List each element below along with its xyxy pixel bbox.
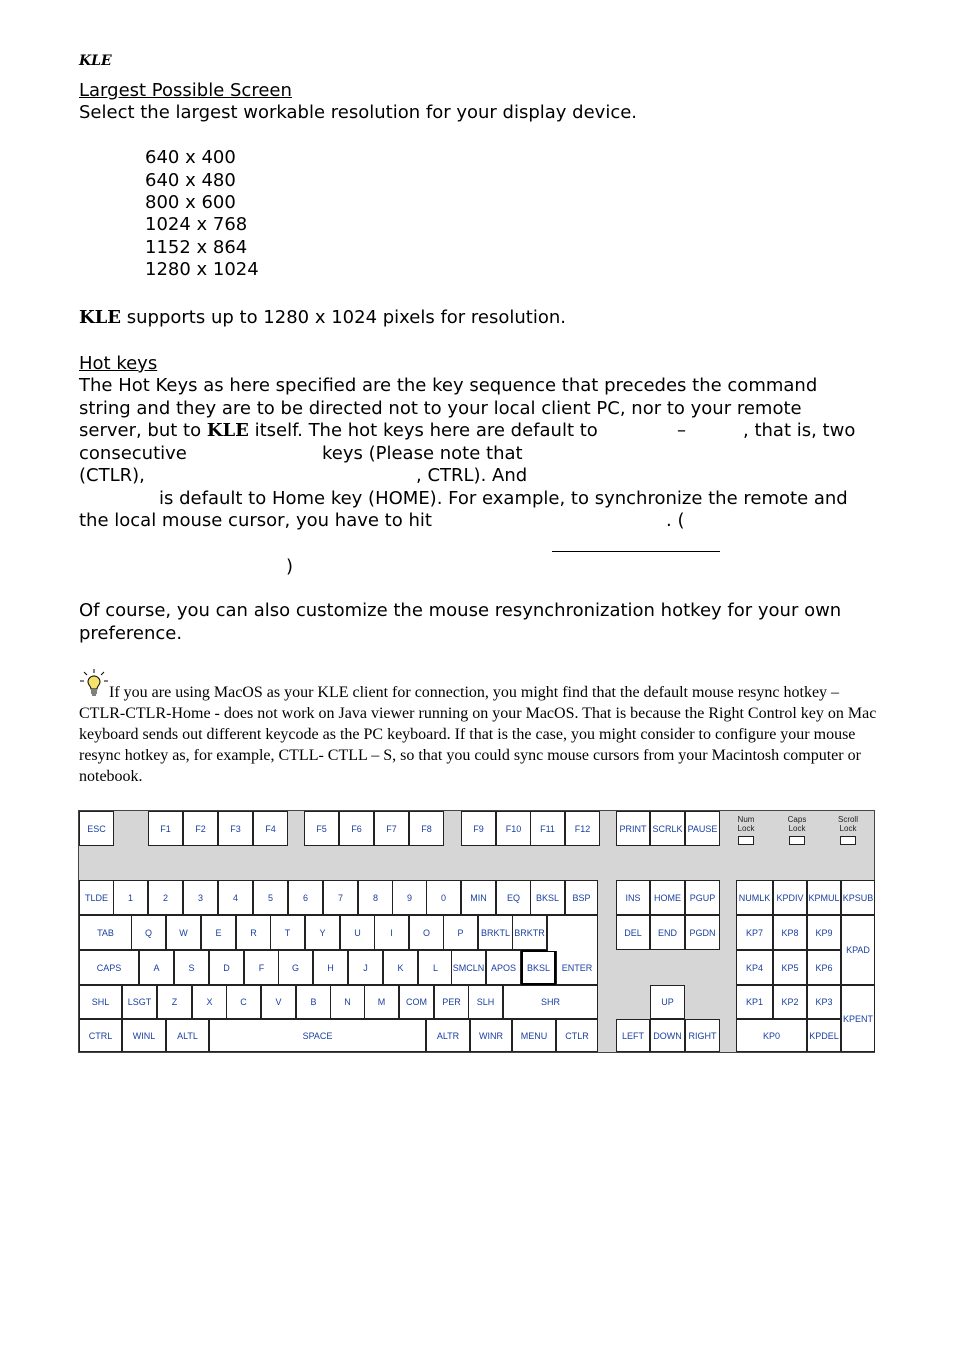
key-c[interactable]: C bbox=[226, 985, 261, 1019]
key-up[interactable]: UP bbox=[650, 985, 685, 1019]
key-pgup[interactable]: PGUP bbox=[685, 880, 720, 915]
key-f4[interactable]: F4 bbox=[253, 811, 288, 846]
key-kp4[interactable]: KP4 bbox=[736, 950, 773, 985]
key-f5[interactable]: F5 bbox=[304, 811, 339, 846]
keyboard-layout bbox=[78, 810, 875, 1053]
key-f9[interactable]: F9 bbox=[461, 811, 496, 846]
lock-indicator-label: Scroll Lock bbox=[837, 815, 858, 833]
key-esc[interactable]: ESC bbox=[79, 811, 114, 846]
key-bksl[interactable]: BKSL bbox=[530, 880, 565, 915]
key-t[interactable]: T bbox=[270, 915, 305, 950]
hotkeys-line: . ( bbox=[666, 510, 685, 531]
hotkey-dash: – bbox=[677, 420, 686, 441]
key-min[interactable]: MIN bbox=[461, 880, 496, 915]
key-f1[interactable]: F1 bbox=[148, 811, 183, 846]
key-winr[interactable]: WINR bbox=[470, 1019, 512, 1052]
key-p[interactable]: P bbox=[443, 915, 478, 950]
key-enter[interactable]: ENTER bbox=[556, 950, 598, 985]
key-1[interactable]: 1 bbox=[113, 880, 148, 915]
key-r[interactable]: R bbox=[236, 915, 271, 950]
key-print[interactable]: PRINT bbox=[616, 811, 650, 846]
hotkeys-line: the local mouse cursor, you have to hit bbox=[79, 510, 432, 531]
key-w[interactable]: W bbox=[166, 915, 201, 950]
key-m[interactable]: M bbox=[364, 985, 399, 1019]
key-eq[interactable]: EQ bbox=[496, 880, 531, 915]
hotkeys-line: server, but to KLE itself. The hot keys here are default to bbox=[79, 420, 598, 441]
key-j[interactable]: J bbox=[348, 950, 383, 985]
key-7[interactable]: 7 bbox=[323, 880, 358, 915]
hotkeys-line: string and they are to be directed not to your local client PC, nor to your remote bbox=[79, 398, 802, 419]
hotkeys-line: ) bbox=[286, 556, 294, 577]
lock-led bbox=[789, 836, 805, 845]
key-f7[interactable]: F7 bbox=[374, 811, 409, 846]
key-left[interactable]: LEFT bbox=[616, 1019, 650, 1052]
key-q[interactable]: Q bbox=[131, 915, 166, 950]
key-home[interactable]: HOME bbox=[650, 880, 685, 915]
key-caps[interactable]: CAPS bbox=[79, 950, 139, 985]
key-apos[interactable]: APOS bbox=[486, 950, 521, 985]
key-altl[interactable]: ALTL bbox=[166, 1019, 209, 1052]
section-title-screen: Largest Possible Screen bbox=[79, 80, 292, 101]
key-5[interactable]: 5 bbox=[253, 880, 288, 915]
key-pause[interactable]: PAUSE bbox=[685, 811, 720, 846]
key-f11[interactable]: F11 bbox=[530, 811, 565, 846]
key-space[interactable]: SPACE bbox=[209, 1019, 426, 1052]
key-u[interactable]: U bbox=[340, 915, 375, 950]
key-k[interactable]: K bbox=[383, 950, 418, 985]
key-smcln[interactable]: SMCLN bbox=[451, 950, 486, 985]
lock-indicator-label: Caps Lock bbox=[787, 815, 807, 833]
brand-name: KLE bbox=[206, 420, 249, 441]
key-a[interactable]: A bbox=[139, 950, 174, 985]
key-kpent[interactable]: KPENT bbox=[841, 985, 875, 1052]
lock-indicator-label: Num Lock bbox=[737, 815, 755, 833]
key-kp8[interactable]: KP8 bbox=[773, 915, 807, 950]
key-down[interactable]: DOWN bbox=[650, 1019, 685, 1052]
key-g[interactable]: G bbox=[278, 950, 313, 985]
key-enter-top[interactable] bbox=[547, 915, 598, 951]
key-kpdel[interactable]: KPDEL bbox=[807, 1019, 841, 1052]
key-0[interactable]: 0 bbox=[426, 880, 461, 915]
hotkeys-line: The Hot Keys as here specified are the key sequence that precedes the command bbox=[79, 375, 818, 396]
key-kp6[interactable]: KP6 bbox=[807, 950, 841, 985]
key-kp2[interactable]: KP2 bbox=[773, 985, 807, 1019]
key-f6[interactable]: F6 bbox=[339, 811, 374, 846]
key-kp3[interactable]: KP3 bbox=[807, 985, 841, 1019]
key-shr[interactable]: SHR bbox=[503, 985, 598, 1019]
key-bksl[interactable]: BKSL bbox=[521, 950, 556, 985]
key-o[interactable]: O bbox=[409, 915, 444, 950]
key-2[interactable]: 2 bbox=[148, 880, 183, 915]
resolution-support-note: KLE supports up to 1280 x 1024 pixels for resolution. bbox=[79, 307, 566, 328]
key-ctrl[interactable]: CTRL bbox=[79, 1019, 122, 1052]
key-altr[interactable]: ALTR bbox=[426, 1019, 470, 1052]
underline-rule bbox=[552, 551, 720, 552]
key-winl[interactable]: WINL bbox=[122, 1019, 166, 1052]
key-x[interactable]: X bbox=[192, 985, 227, 1019]
key-kpdiv[interactable]: KPDIV bbox=[773, 880, 807, 915]
hotkeys-line: is default to Home key (HOME). For example, to synchronize the remote and bbox=[159, 488, 848, 509]
hotkeys-line: consecutive bbox=[79, 443, 187, 464]
key-brktr[interactable]: BRKTR bbox=[512, 915, 547, 950]
key-v[interactable]: V bbox=[261, 985, 296, 1019]
screen-intro: Select the largest workable resolution for your display device. bbox=[79, 102, 638, 123]
key-pgdn[interactable]: PGDN bbox=[685, 915, 720, 950]
key-kp0[interactable]: KP0 bbox=[736, 1019, 807, 1052]
key-z[interactable]: Z bbox=[157, 985, 192, 1019]
key-kp5[interactable]: KP5 bbox=[773, 950, 807, 985]
key-s[interactable]: S bbox=[174, 950, 209, 985]
key-4[interactable]: 4 bbox=[218, 880, 253, 915]
key-n[interactable]: N bbox=[330, 985, 365, 1019]
key-shl[interactable]: SHL bbox=[79, 985, 122, 1019]
key-kpmul[interactable]: KPMUL bbox=[807, 880, 841, 915]
macos-tip: If you are using MacOS as your KLE client for connection, you might find that the default mouse resync hotkey – CTLR-CTLR-Home - does not work on Java viewer running on your MacOS. That is because the Right Control key on Mac keyboard sends out different keycode as the PC keyboard. If that is the case, you might consider to configure your mouse resync hotkey as, for example, CTLL- CTLL – S, so that you could sync mouse cursors from your Macintosh computer or notebook. bbox=[79, 684, 877, 785]
brand-name: KLE bbox=[79, 307, 122, 328]
resolution-item: 1152 x 864 bbox=[145, 237, 248, 258]
key-y[interactable]: Y bbox=[305, 915, 340, 950]
key-kpad[interactable]: KPAD bbox=[841, 915, 875, 985]
key-ins[interactable]: INS bbox=[616, 880, 650, 915]
key-tlde[interactable]: TLDE bbox=[79, 880, 114, 915]
key-per[interactable]: PER bbox=[434, 985, 469, 1019]
key-menu[interactable]: MENU bbox=[512, 1019, 556, 1052]
key-f10[interactable]: F10 bbox=[496, 811, 531, 846]
key-f12[interactable]: F12 bbox=[565, 811, 600, 846]
resolution-item: 800 x 600 bbox=[145, 192, 236, 213]
hotkeys-line: keys (Please note that bbox=[322, 443, 523, 464]
key-com[interactable]: COM bbox=[399, 985, 434, 1019]
key-h[interactable]: H bbox=[313, 950, 348, 985]
key-slh[interactable]: SLH bbox=[468, 985, 503, 1019]
key-b[interactable]: B bbox=[296, 985, 331, 1019]
section-title-hotkeys: Hot keys bbox=[79, 353, 158, 374]
key-kp1[interactable]: KP1 bbox=[736, 985, 773, 1019]
resolution-item: 1280 x 1024 bbox=[145, 259, 259, 280]
document-header: KLE bbox=[79, 53, 112, 69]
key-tab[interactable]: TAB bbox=[79, 915, 132, 950]
key-9[interactable]: 9 bbox=[392, 880, 427, 915]
key-f8[interactable]: F8 bbox=[409, 811, 444, 846]
hotkeys-line: , CTRL). And bbox=[416, 465, 528, 486]
hotkeys-line: , that is, two bbox=[743, 420, 856, 441]
key-brktl[interactable]: BRKTL bbox=[478, 915, 513, 950]
key-f3[interactable]: F3 bbox=[218, 811, 253, 846]
key-e[interactable]: E bbox=[201, 915, 236, 950]
key-d[interactable]: D bbox=[209, 950, 244, 985]
key-kp9[interactable]: KP9 bbox=[807, 915, 841, 950]
key-kp7[interactable]: KP7 bbox=[736, 915, 773, 950]
key-kpsub[interactable]: KPSUB bbox=[841, 880, 875, 915]
key-scrlk[interactable]: SCRLK bbox=[650, 811, 685, 846]
key-bsp[interactable]: BSP bbox=[565, 880, 598, 915]
lock-led bbox=[840, 836, 856, 845]
customize-line: preference. bbox=[79, 623, 183, 644]
resolution-item: 1024 x 768 bbox=[145, 214, 248, 235]
key-del[interactable]: DEL bbox=[616, 915, 650, 950]
key-right[interactable]: RIGHT bbox=[685, 1019, 720, 1052]
key-f2[interactable]: F2 bbox=[183, 811, 218, 846]
customize-line: Of course, you can also customize the mouse resynchronization hotkey for your own bbox=[79, 600, 842, 621]
key-3[interactable]: 3 bbox=[183, 880, 218, 915]
lock-led bbox=[738, 836, 754, 845]
resolution-item: 640 x 480 bbox=[145, 170, 236, 191]
key-end[interactable]: END bbox=[650, 915, 685, 950]
key-6[interactable]: 6 bbox=[288, 880, 323, 915]
key-ctlr[interactable]: CTLR bbox=[556, 1019, 598, 1052]
key-8[interactable]: 8 bbox=[358, 880, 393, 915]
hotkeys-line: (CTLR), bbox=[79, 465, 145, 486]
resolution-item: 640 x 400 bbox=[145, 147, 236, 168]
key-numlk[interactable]: NUMLK bbox=[736, 880, 773, 915]
key-l[interactable]: L bbox=[418, 950, 453, 985]
key-f[interactable]: F bbox=[244, 950, 279, 985]
key-lsgt[interactable]: LSGT bbox=[122, 985, 157, 1019]
key-i[interactable]: I bbox=[374, 915, 409, 950]
